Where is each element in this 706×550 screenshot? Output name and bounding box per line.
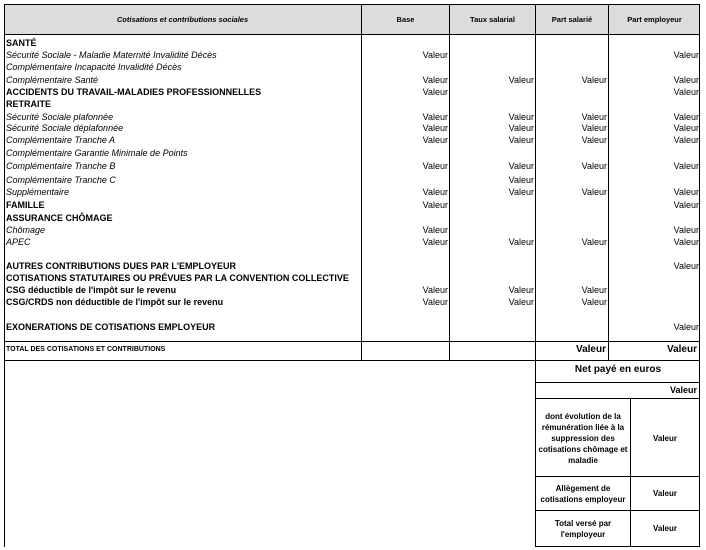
- row-label: Complémentaire Tranche B: [6, 161, 116, 171]
- header-base: Base: [362, 4, 449, 34]
- row-value-pe: Valeur: [673, 187, 699, 197]
- row-value-taux: Valeur: [508, 175, 534, 185]
- allegement-cotisations-value: Valeur: [652, 489, 677, 498]
- row-value-ps: Valeur: [581, 123, 607, 133]
- table-row: [4, 296, 700, 308]
- table-row: [4, 236, 700, 248]
- row-value-taux: Valeur: [508, 112, 534, 122]
- row-value-ps: Valeur: [581, 297, 607, 307]
- row-label: ACCIDENTS DU TRAVAIL-MALADIES PROFESSIONNELLES: [6, 87, 262, 97]
- table-row: [4, 74, 700, 86]
- row-value-taux: Valeur: [508, 161, 534, 171]
- row-value-ps: Valeur: [581, 285, 607, 295]
- table-row: [4, 272, 700, 284]
- header-part-employeur: Part employeur: [609, 4, 700, 34]
- row-value-base: Valeur: [422, 87, 448, 97]
- row-value-ps: Valeur: [581, 187, 607, 197]
- row-value-ps: Valeur: [581, 112, 607, 122]
- row-label: EXONERATIONS DE COTISATIONS EMPLOYEUR: [6, 322, 216, 332]
- row-value-pe: Valeur: [673, 261, 699, 271]
- total-verse-value: Valeur: [652, 524, 677, 533]
- row-value-base: Valeur: [422, 123, 448, 133]
- row-label: Complémentaire Incapacité Invalidité Décès: [6, 62, 182, 72]
- table-row: [4, 37, 700, 49]
- row-value-pe: Valeur: [673, 87, 699, 97]
- table-row: [4, 122, 700, 134]
- row-label: Sécurité Sociale - Maladie Maternité Invalidité Décès: [6, 50, 217, 60]
- row-label: Complémentaire Tranche A: [6, 135, 116, 145]
- row-label: Sécurité Sociale déplafonnée: [6, 123, 124, 133]
- row-label: ASSURANCE CHÔMAGE: [6, 213, 113, 223]
- row-value-pe: Valeur: [673, 225, 699, 235]
- grid-line: [4, 360, 700, 361]
- row-value-base: Valeur: [422, 297, 448, 307]
- row-value-base: Valeur: [422, 285, 448, 295]
- row-value-pe: Valeur: [673, 135, 699, 145]
- table-row: [4, 284, 700, 296]
- row-value-pe: Valeur: [673, 112, 699, 122]
- row-label: CSG/CRDS non déductible de l'impôt sur le revenu: [6, 297, 224, 307]
- row-label: CSG déductible de l'impôt sur le revenu: [6, 285, 177, 295]
- table-row: [4, 49, 700, 61]
- row-value-pe: Valeur: [673, 50, 699, 60]
- row-value-ps: Valeur: [581, 75, 607, 85]
- row-value-taux: Valeur: [508, 285, 534, 295]
- row-label: Complémentaire Santé: [6, 75, 99, 85]
- row-label: Supplémentaire: [6, 187, 70, 197]
- table-row: [4, 61, 700, 73]
- row-value-base: Valeur: [422, 187, 448, 197]
- row-label: Chômage: [6, 225, 46, 235]
- grid-line: [536, 382, 700, 383]
- row-value-taux: Valeur: [508, 187, 534, 197]
- grid-line: [4, 4, 700, 5]
- row-value-taux: Valeur: [508, 237, 534, 247]
- row-value-base: Valeur: [422, 75, 448, 85]
- grid-line: [536, 398, 700, 399]
- row-value-pe: Valeur: [673, 161, 699, 171]
- row-value-base: Valeur: [422, 135, 448, 145]
- row-value-base: Valeur: [422, 112, 448, 122]
- table-row: [4, 98, 700, 110]
- row-label: RETRAITE: [6, 99, 51, 109]
- table-row: [4, 321, 700, 333]
- row-value-taux: Valeur: [508, 75, 534, 85]
- table-row: [4, 134, 700, 146]
- row-value-taux: Valeur: [508, 297, 534, 307]
- row-label: SANTÉ: [6, 38, 37, 48]
- row-value-pe: Valeur: [673, 237, 699, 247]
- row-value-pe: Valeur: [673, 75, 699, 85]
- row-value-taux: Valeur: [508, 135, 534, 145]
- row-label: Complémentaire Tranche C: [6, 175, 116, 185]
- table-row: [4, 174, 700, 186]
- row-value-ps: Valeur: [581, 237, 607, 247]
- row-value-pe: Valeur: [673, 322, 699, 332]
- payslip-table: [4, 4, 700, 547]
- net-paid-value: Valeur: [669, 385, 697, 395]
- total-label: TOTAL DES COTISATIONS ET CONTRIBUTIONS: [6, 346, 166, 353]
- row-value-base: Valeur: [422, 200, 448, 210]
- table-row: [4, 147, 700, 159]
- row-value-ps: Valeur: [581, 135, 607, 145]
- table-row: [4, 224, 700, 236]
- row-value-pe: Valeur: [673, 200, 699, 210]
- table-row: [4, 186, 700, 198]
- table-row: [4, 260, 700, 272]
- row-value-pe: Valeur: [673, 123, 699, 133]
- net-paid-title: Net payé en euros: [574, 364, 662, 375]
- row-label: FAMILLE: [6, 200, 45, 210]
- header-taux-salarial: Taux salarial: [450, 4, 535, 34]
- row-label: Complémentaire Garantie Minimale de Points: [6, 148, 188, 158]
- row-value-ps: Valeur: [581, 161, 607, 171]
- table-row: [4, 212, 700, 224]
- row-label: COTISATIONS STATUTAIRES OU PRÉVUES PAR LA CONVENTION COLLECTIVE: [6, 273, 349, 283]
- table-row: [4, 86, 700, 98]
- row-value-base: Valeur: [422, 161, 448, 171]
- row-value-base: Valeur: [422, 50, 448, 60]
- row-label: AUTRES CONTRIBUTIONS DUES PAR L'EMPLOYEUR: [6, 261, 236, 271]
- grid-line: [4, 341, 700, 342]
- table-row: [4, 160, 700, 172]
- allegement-cotisations-label: Allègement de cotisations employeur: [540, 483, 626, 504]
- table-row: [4, 199, 700, 211]
- grid-line: [4, 34, 700, 35]
- row-label: APEC: [6, 237, 31, 247]
- total-part-employeur: Valeur: [666, 344, 697, 355]
- header-label-column: Cotisations et contributions sociales: [4, 4, 361, 34]
- header-part-salarie: Part salarié: [536, 4, 608, 34]
- evolution-remuneration-label: dont évolution de la rémunération liée à la suppression des cotisations chômage et maladie: [538, 411, 628, 465]
- row-value-taux: Valeur: [508, 123, 534, 133]
- total-part-salarie: Valeur: [575, 344, 606, 355]
- row-value-base: Valeur: [422, 225, 448, 235]
- row-label: Sécurité Sociale plafonnée: [6, 112, 114, 122]
- total-verse-label: Total versé par l'employeur: [554, 518, 612, 539]
- grid-line: [536, 546, 700, 547]
- evolution-remuneration-value: Valeur: [652, 433, 677, 443]
- row-value-base: Valeur: [422, 237, 448, 247]
